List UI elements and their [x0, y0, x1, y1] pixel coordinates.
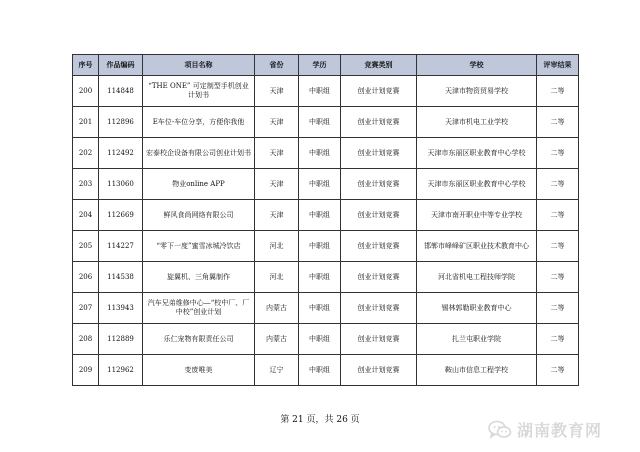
project-name-cell: 旋翼机、三角翼制作 [143, 262, 255, 293]
page-number: 第 21 页，共 26 页 [280, 415, 360, 425]
category-cell: 创业计划竞赛 [341, 293, 417, 324]
result-cell: 二等 [537, 200, 579, 231]
column-header: 竞赛类别 [341, 55, 417, 76]
code-cell: 112492 [99, 138, 143, 169]
wechat-icon [488, 420, 512, 440]
column-header: 作品编码 [99, 55, 143, 76]
code-cell: 112962 [99, 355, 143, 386]
header-row [73, 55, 579, 76]
column-header: 学校 [417, 55, 537, 76]
seq-cell: 204 [73, 200, 99, 231]
table-row [73, 169, 579, 200]
province-cell: 河北 [255, 231, 299, 262]
project-name-cell: “THE ONE” 可定制型手机创业计划书 [143, 76, 255, 107]
code-cell: 114848 [99, 76, 143, 107]
result-cell: 二等 [537, 293, 579, 324]
project-name-cell: 鲜风食尚网络有限公司 [143, 200, 255, 231]
province-cell: 天津 [255, 138, 299, 169]
seq-cell: 200 [73, 76, 99, 107]
seq-cell: 208 [73, 324, 99, 355]
seq-cell: 202 [73, 138, 99, 169]
province-cell: 内蒙古 [255, 293, 299, 324]
column-header: 项目名称 [143, 55, 255, 76]
code-cell: 114538 [99, 262, 143, 293]
category-cell: 创业计划竞赛 [341, 169, 417, 200]
result-cell: 二等 [537, 262, 579, 293]
province-cell: 天津 [255, 200, 299, 231]
category-cell: 创业计划竞赛 [341, 231, 417, 262]
table-row [73, 355, 579, 386]
project-name-cell: “零下一度”蜜雪冰城冷饮店 [143, 231, 255, 262]
watermark [488, 418, 602, 441]
school-cell: 河北省机电工程技师学院 [417, 262, 537, 293]
project-name-cell: E车位-车位分享，方便你我他 [143, 107, 255, 138]
table-row [73, 324, 579, 355]
seq-cell: 209 [73, 355, 99, 386]
column-header: 序号 [73, 55, 99, 76]
table-row [73, 293, 579, 324]
seq-cell: 205 [73, 231, 99, 262]
result-cell: 二等 [537, 138, 579, 169]
table-body [73, 76, 579, 386]
school-cell: 天津市东丽区职业教育中心学校 [417, 169, 537, 200]
table-row [73, 138, 579, 169]
result-cell: 二等 [537, 355, 579, 386]
results-table [72, 54, 579, 386]
category-cell: 创业计划竞赛 [341, 200, 417, 231]
column-header: 省份 [255, 55, 299, 76]
result-cell: 二等 [537, 76, 579, 107]
table-row [73, 200, 579, 231]
province-cell: 河北 [255, 262, 299, 293]
category-cell: 创业计划竞赛 [341, 262, 417, 293]
level-cell: 中职组 [299, 231, 341, 262]
school-cell: 天津市机电工业学校 [417, 107, 537, 138]
level-cell: 中职组 [299, 262, 341, 293]
school-cell: 天津市东丽区职业教育中心学校 [417, 138, 537, 169]
level-cell: 中职组 [299, 324, 341, 355]
level-cell: 中职组 [299, 76, 341, 107]
table-row [73, 76, 579, 107]
province-cell: 天津 [255, 107, 299, 138]
seq-cell: 201 [73, 107, 99, 138]
school-cell: 天津市物资贸易学校 [417, 76, 537, 107]
level-cell: 中职组 [299, 355, 341, 386]
level-cell: 中职组 [299, 293, 341, 324]
code-cell: 112889 [99, 324, 143, 355]
table-row [73, 107, 579, 138]
seq-cell: 207 [73, 293, 99, 324]
code-cell: 113943 [99, 293, 143, 324]
watermark-text: 湖南教育网 [517, 421, 603, 440]
category-cell: 创业计划竞赛 [341, 324, 417, 355]
category-cell: 创业计划竞赛 [341, 76, 417, 107]
province-cell: 天津 [255, 169, 299, 200]
project-name-cell: 乐仁宠物有限责任公司 [143, 324, 255, 355]
project-name-cell: 物业online APP [143, 169, 255, 200]
project-name-cell: 变废唯美 [143, 355, 255, 386]
result-cell: 二等 [537, 107, 579, 138]
level-cell: 中职组 [299, 200, 341, 231]
school-cell: 邯郸市峰峰矿区职业技术教育中心 [417, 231, 537, 262]
project-name-cell: 汽车兄弟维修中心—“校中厂、厂中校”创业计划 [143, 293, 255, 324]
province-cell: 辽宁 [255, 355, 299, 386]
code-cell: 112669 [99, 200, 143, 231]
school-cell: 天津市南开职业中等专业学校 [417, 200, 537, 231]
province-cell: 内蒙古 [255, 324, 299, 355]
school-cell: 锡林郭勒职业教育中心 [417, 293, 537, 324]
table-row [73, 231, 579, 262]
project-name-cell: 宏泰校企设备有限公司创业计划书 [143, 138, 255, 169]
province-cell: 天津 [255, 76, 299, 107]
result-cell: 二等 [537, 169, 579, 200]
level-cell: 中职组 [299, 169, 341, 200]
result-cell: 二等 [537, 231, 579, 262]
level-cell: 中职组 [299, 138, 341, 169]
result-cell: 二等 [537, 324, 579, 355]
category-cell: 创业计划竞赛 [341, 355, 417, 386]
code-cell: 112896 [99, 107, 143, 138]
level-cell: 中职组 [299, 107, 341, 138]
column-header: 学历 [299, 55, 341, 76]
code-cell: 113060 [99, 169, 143, 200]
school-cell: 扎兰屯职业学院 [417, 324, 537, 355]
seq-cell: 206 [73, 262, 99, 293]
seq-cell: 203 [73, 169, 99, 200]
category-cell: 创业计划竞赛 [341, 107, 417, 138]
table-row [73, 262, 579, 293]
code-cell: 114227 [99, 231, 143, 262]
column-header: 评审结果 [537, 55, 579, 76]
school-cell: 鞍山市信息工程学校 [417, 355, 537, 386]
category-cell: 创业计划竞赛 [341, 138, 417, 169]
